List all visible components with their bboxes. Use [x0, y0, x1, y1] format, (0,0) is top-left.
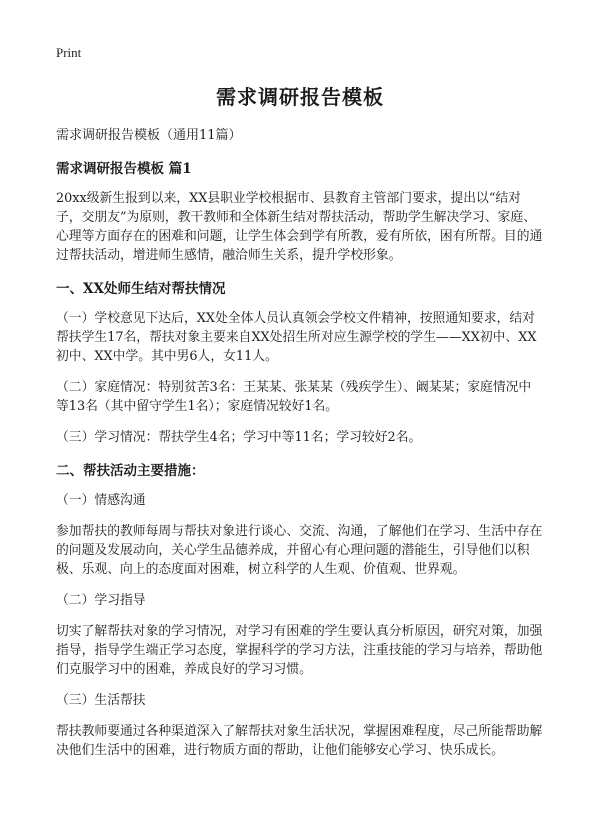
intro-paragraph: 20xx级新生报到以来，XX县职业学校根据市、县教育主管部门要求，提出以“结对子，交朋友”为原则，教干教师和全体新生结对帮扶活动，帮助学生解决学习、家庭、心理等方面存在的困难和问题，让学生体会到学有所教，爱有所依，困有所帮。目的通过帮扶活动，增进师生感情，融洽师生关系，提升学校形象。 — [56, 191, 543, 263]
subsection-study-text: 切实了解帮扶对象的学习情况，对学习有困难的学生要认真分析原因，研究对策，加强指导，指导学生端正学习态度，掌握科学的学习方法，注重技能的学习与培养，帮助他们克服学习中的困难，养成良好的学习习惯。 — [56, 624, 543, 677]
section-1-paragraph-2: （二）家庭情况：特别贫苦3名：王某某、张某某（残疾学生）、阚某某；家庭情况中等13名（其中留守学生1名）；家庭情况较好1名。 — [56, 380, 532, 414]
subsection-emotional-text: 参加帮扶的教师每周与帮扶对象进行谈心、交流、沟通，了解他们在学习、生活中存在的问题及发展动向，关心学生品德养成，并留心有心理问题的潜能生，引导他们以积极、乐观、向上的态度面对困难，树立科学的人生观、价值观、世界观。 — [56, 524, 543, 577]
document-title: 需求调研报告模板 — [216, 85, 384, 109]
subsection-life-text: 帮扶教师要通过各种渠道深入了解帮扶对象生活状况，掌握困难程度，尽己所能帮助解决他们生活中的困难，进行物质方面的帮助，让他们能够安心学习、快乐成长。 — [56, 724, 543, 758]
article-heading: 需求调研报告模板 篇1 — [56, 161, 192, 177]
subsection-emotional-label: （一）情感沟通 — [56, 493, 146, 508]
document-subtitle: 需求调研报告模板（通用11篇） — [56, 128, 242, 143]
section-1-paragraph-3: （三）学习情况：帮扶学生4名；学习中等11名；学习较好2名。 — [56, 430, 422, 445]
subsection-study-label: （二）学习指导 — [56, 593, 146, 608]
subsection-life-label: （三）生活帮扶 — [56, 693, 146, 708]
section-1-paragraph-1: （一）学校意见下达后，XX处全体人员认真领会学校文件精神，按照通知要求，结对帮扶学生17名，帮扶对象主要来自XX处招生所对应生源学校的学生——XX初中、XX初中、XX中学。其中男6人，女11人。 — [56, 311, 537, 364]
section-2-heading: 二、帮扶活动主要措施： — [56, 463, 205, 479]
print-link[interactable]: Print — [56, 45, 82, 60]
section-1-heading: 一、XX处师生结对帮扶情况 — [56, 281, 226, 297]
